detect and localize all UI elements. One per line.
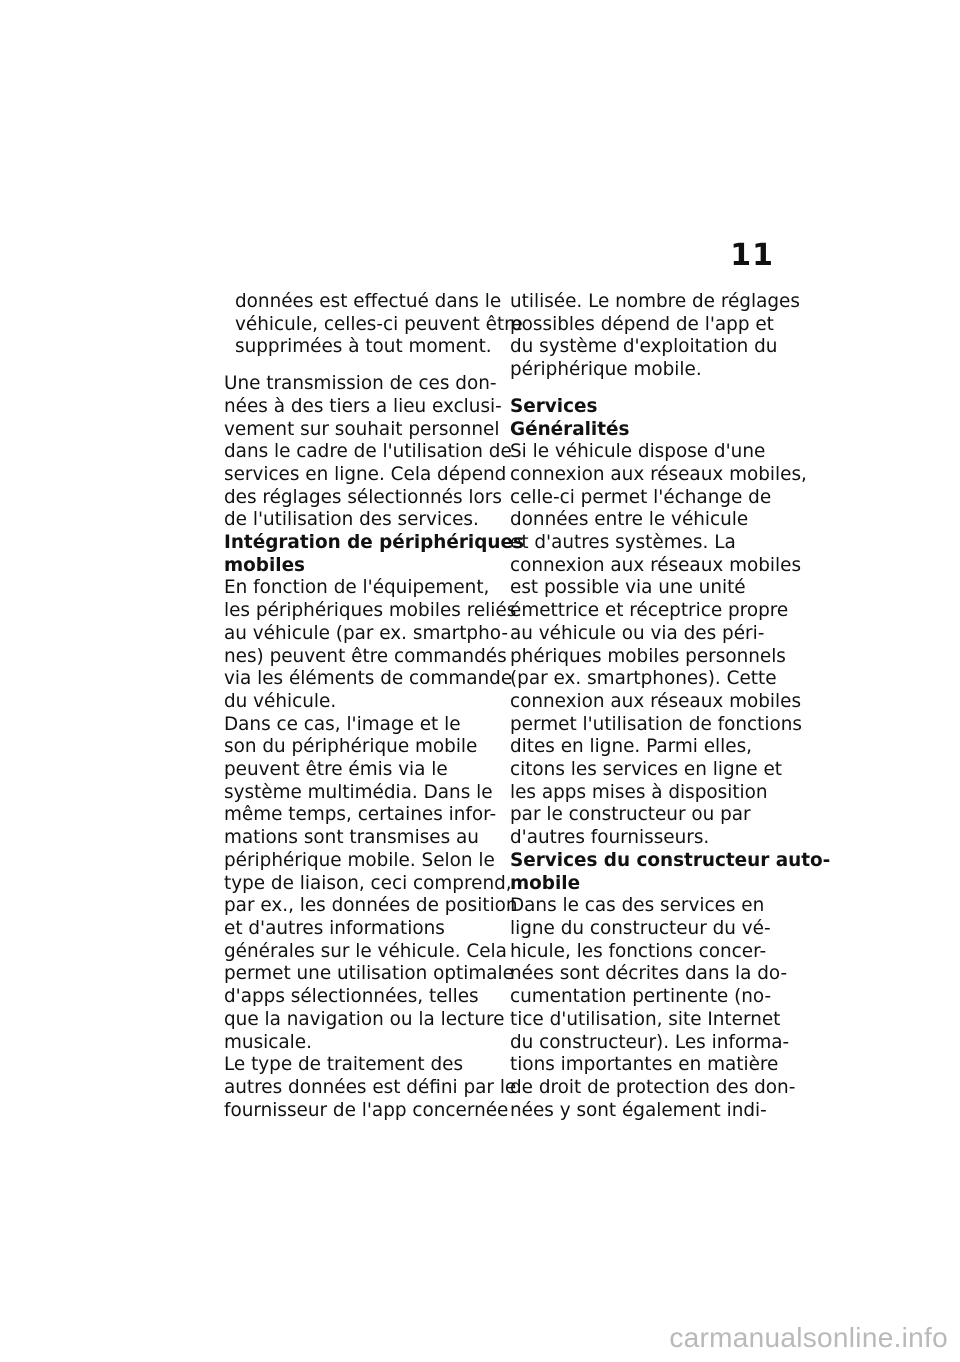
paragraph-equipment — [224, 577, 517, 713]
text-line: les apps mises à disposition — [510, 781, 768, 803]
text-line: les périphériques mobiles reliés — [224, 600, 517, 622]
subsection-heading-generalites: Généralités — [510, 418, 630, 440]
heading-line: Services du constructeur auto- — [510, 849, 831, 871]
paragraph-mobile-network — [510, 441, 807, 850]
text-line: dans le cadre de l'utilisation de — [224, 441, 512, 463]
text-line: Une transmission de ces don- — [224, 373, 497, 395]
text-line: possibles dépend de l'app et — [510, 313, 774, 335]
text-line: données est effectué dans le — [235, 291, 502, 312]
paragraph-image-sound — [224, 713, 518, 1055]
text-line: type de liaison, ceci comprend, — [224, 872, 512, 894]
text-line: supprimées à tout moment. — [235, 336, 492, 358]
text-line: de droit de protection des don- — [510, 1076, 796, 1098]
left-column — [224, 291, 524, 1122]
heading-line: mobile — [510, 872, 581, 894]
text-line: permet l'utilisation de fonctions — [510, 713, 802, 735]
text-line: périphérique mobile. Selon le — [224, 849, 495, 871]
text-line: En fonction de l'équipement, — [224, 577, 490, 599]
text-line: connexion aux réseaux mobiles — [510, 690, 802, 712]
text-line: même temps, certaines infor- — [224, 804, 497, 826]
text-line: peuvent être émis via le — [224, 759, 448, 781]
text-line: Si le véhicule dispose d'une — [510, 441, 766, 463]
text-line: nées y sont également indi- — [510, 1099, 767, 1121]
text-line: par ex., les données de position — [224, 895, 518, 917]
text-line: des réglages sélectionnés lors — [224, 486, 502, 508]
text-line: de l'utilisation des services. — [224, 509, 479, 531]
paragraph-manufacturer — [510, 895, 796, 1122]
text-line: permet une utilisation optimale — [224, 963, 514, 985]
text-line: véhicule, celles-ci peuvent être — [235, 313, 523, 335]
subsection-heading-manufacturer-services — [510, 849, 831, 895]
text-line: d'apps sélectionnées, telles — [224, 986, 479, 1008]
text-line: du véhicule. — [224, 690, 337, 712]
text-line: son du périphérique mobile — [224, 736, 478, 758]
section-heading-services: Services — [510, 395, 598, 417]
text-line: Dans ce cas, l'image et le — [224, 713, 461, 735]
text-line: système multimédia. Dans le — [224, 781, 493, 803]
text-line: est possible via une unité — [510, 577, 746, 599]
text-line: services en ligne. Cela dépend — [224, 463, 507, 485]
text-line: tice d'utilisation, site Internet — [510, 1008, 781, 1030]
text-line: hicule, les fonctions concer- — [510, 940, 767, 962]
paragraph-transmission — [224, 373, 512, 532]
text-line: périphérique mobile. — [510, 359, 702, 381]
text-line: du système d'exploitation du — [510, 336, 778, 358]
text-line: émettrice et réceptrice propre — [510, 600, 789, 622]
text-line: vement sur souhait personnel — [224, 418, 500, 440]
text-line: phériques mobiles personnels — [510, 645, 786, 667]
paragraph-settings — [510, 291, 800, 382]
text-line: par le constructeur ou par — [510, 804, 751, 826]
text-line: données entre le véhicule — [510, 509, 749, 531]
text-line: connexion aux réseaux mobiles — [510, 554, 802, 576]
page-number: 11 — [730, 238, 774, 273]
text-line: celle-ci permet l'échange de — [510, 486, 772, 508]
text-line: nes) peuvent être commandés — [224, 645, 507, 667]
text-line: utilisée. Le nombre de réglages — [510, 291, 800, 312]
heading-line: mobiles — [224, 554, 305, 576]
section-heading-integration — [224, 532, 524, 577]
paragraph-processing — [224, 1054, 517, 1122]
right-column — [510, 291, 831, 1122]
text-line: ligne du constructeur du vé- — [510, 917, 771, 939]
text-line: connexion aux réseaux mobiles, — [510, 463, 807, 485]
text-line: nées à des tiers a lieu exclusi- — [224, 395, 502, 417]
text-line: via les éléments de commande — [224, 668, 513, 690]
text-line: au véhicule (par ex. smartpho- — [224, 622, 508, 644]
text-line: fournisseur de l'app concernée — [224, 1099, 509, 1121]
text-line: (par ex. smartphones). Cette — [510, 668, 777, 690]
heading-line: Intégration de périphériques — [224, 532, 524, 554]
text-line: d'autres fournisseurs. — [510, 827, 710, 849]
text-line: citons les services en ligne et — [510, 759, 782, 781]
text-line: que la navigation ou la lecture — [224, 1008, 505, 1030]
text-line: mations sont transmises au — [224, 827, 479, 849]
text-line: cumentation pertinente (no- — [510, 986, 772, 1008]
text-line: générales sur le véhicule. Cela — [224, 940, 507, 962]
text-line: et d'autres informations — [224, 917, 445, 939]
text-line: et d'autres systèmes. La — [510, 532, 736, 554]
text-line: Le type de traitement des — [224, 1054, 464, 1076]
text-line: tions importantes en matière — [510, 1054, 779, 1076]
text-line: Dans le cas des services en — [510, 895, 765, 917]
text-line: du constructeur). Les informa- — [510, 1031, 790, 1053]
watermark-link[interactable]: carmanualsonline.info — [669, 1322, 948, 1353]
intro-paragraph — [224, 291, 523, 359]
text-line: autres données est défini par le — [224, 1076, 517, 1098]
text-line: au véhicule ou via des péri- — [510, 622, 765, 644]
text-line: musicale. — [224, 1031, 312, 1053]
text-line: nées sont décrites dans la do- — [510, 963, 788, 985]
text-line: dites en ligne. Parmi elles, — [510, 736, 753, 758]
